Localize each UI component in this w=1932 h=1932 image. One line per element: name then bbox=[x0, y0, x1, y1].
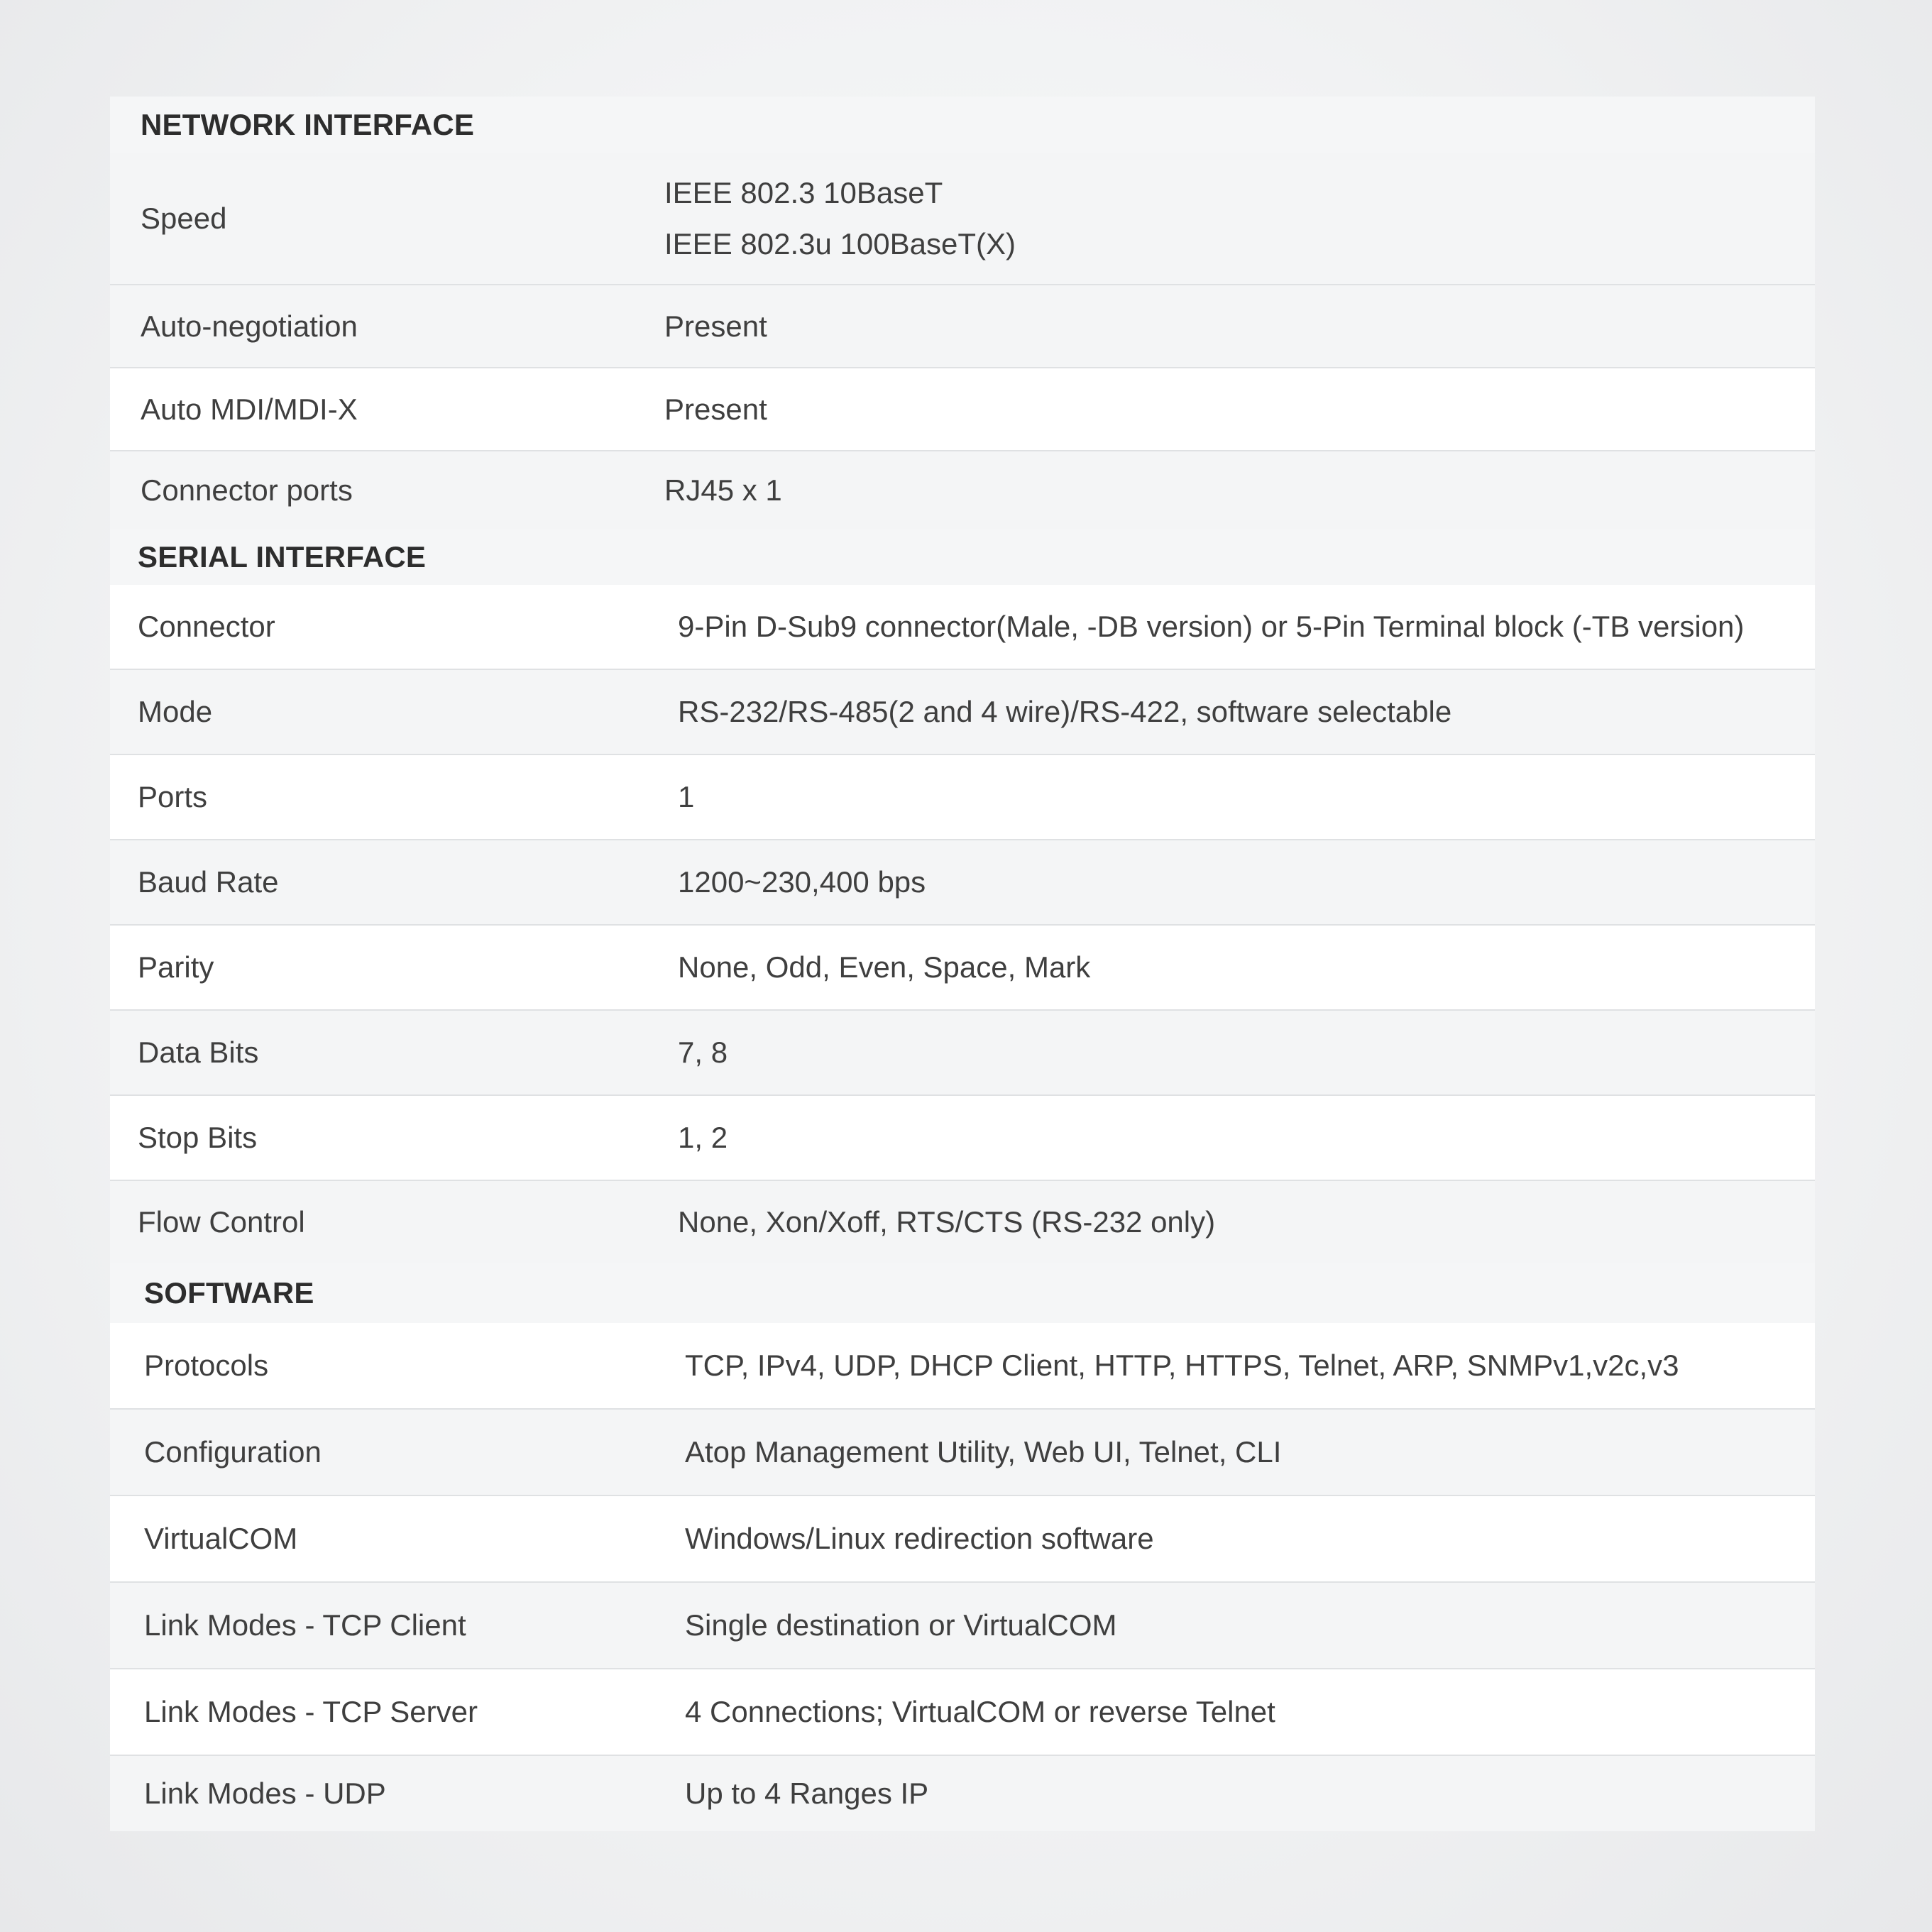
spec-label: Auto MDI/MDI-X bbox=[141, 392, 358, 426]
spec-value: Atop Management Utility, Web UI, Telnet, CLI bbox=[685, 1435, 1282, 1469]
spec-label: Ports bbox=[138, 780, 208, 813]
table-row bbox=[110, 1323, 1815, 1410]
table-row bbox=[110, 1181, 1815, 1263]
spec-value: 1 bbox=[678, 780, 695, 813]
spec-value: Present bbox=[664, 392, 767, 426]
spec-label: Speed bbox=[141, 202, 227, 235]
spec-value: RS-232/RS-485(2 and 4 wire)/RS-422, software selectable bbox=[678, 695, 1452, 728]
table-row bbox=[110, 670, 1815, 755]
table-row bbox=[110, 1669, 1815, 1756]
table-row bbox=[110, 926, 1815, 1011]
spec-label: Configuration bbox=[144, 1435, 322, 1469]
spec-value: 9-Pin D-Sub9 connector(Male, -DB version) or 5-Pin Terminal block (-TB version) bbox=[678, 610, 1745, 643]
table-row bbox=[110, 1410, 1815, 1496]
section-title: NETWORK INTERFACE bbox=[110, 97, 1815, 153]
spec-label: VirtualCOM bbox=[144, 1522, 298, 1555]
spec-label: Flow Control bbox=[138, 1205, 305, 1239]
table-row bbox=[110, 1583, 1815, 1669]
spec-value: RJ45 x 1 bbox=[664, 473, 782, 507]
spec-value: None, Xon/Xoff, RTS/CTS (RS-232 only) bbox=[678, 1205, 1216, 1239]
spec-value: Single destination or VirtualCOM bbox=[685, 1608, 1117, 1642]
spec-label: Baud Rate bbox=[138, 865, 279, 899]
spec-label: Link Modes - TCP Server bbox=[144, 1695, 478, 1728]
spec-label: Data Bits bbox=[138, 1036, 259, 1069]
spec-label: Connector ports bbox=[141, 473, 353, 507]
table-row bbox=[110, 840, 1815, 926]
spec-value: 1, 2 bbox=[678, 1121, 728, 1154]
section-title: SOFTWARE bbox=[110, 1263, 1815, 1323]
spec-value: Present bbox=[664, 309, 767, 343]
spec-value: TCP, IPv4, UDP, DHCP Client, HTTP, HTTPS, Telnet, ARP, SNMPv1,v2c,v3 bbox=[685, 1349, 1679, 1382]
spec-table bbox=[110, 97, 1815, 1831]
spec-label: Protocols bbox=[144, 1349, 269, 1382]
spec-label: Link Modes - UDP bbox=[144, 1777, 386, 1810]
table-row bbox=[110, 585, 1815, 670]
section-serial-interface bbox=[110, 529, 1815, 1263]
spec-value: 1200~230,400 bps bbox=[678, 865, 926, 899]
spec-label: Auto-negotiation bbox=[141, 309, 358, 343]
spec-value: 7, 8 bbox=[678, 1036, 728, 1069]
spec-value: Windows/Linux redirection software bbox=[685, 1522, 1154, 1555]
spec-label: Link Modes - TCP Client bbox=[144, 1608, 466, 1642]
section-title: SERIAL INTERFACE bbox=[110, 529, 1815, 585]
table-row bbox=[110, 285, 1815, 368]
spec-value: 4 Connections; VirtualCOM or reverse Telnet bbox=[685, 1695, 1275, 1728]
section-software bbox=[110, 1263, 1815, 1831]
table-row bbox=[110, 1756, 1815, 1831]
table-row bbox=[110, 451, 1815, 529]
table-row bbox=[110, 1496, 1815, 1583]
spec-label: Mode bbox=[138, 695, 213, 728]
spec-label: Stop Bits bbox=[138, 1121, 258, 1154]
table-row bbox=[110, 755, 1815, 840]
spec-label: Parity bbox=[138, 950, 214, 984]
spec-value: Up to 4 Ranges IP bbox=[685, 1777, 929, 1810]
spec-value-line: IEEE 802.3 10BaseT bbox=[664, 176, 943, 209]
spec-value bbox=[664, 168, 1016, 270]
table-row bbox=[110, 368, 1815, 451]
spec-value: None, Odd, Even, Space, Mark bbox=[678, 950, 1091, 984]
table-row bbox=[110, 153, 1815, 285]
spec-label: Connector bbox=[138, 610, 275, 643]
table-row bbox=[110, 1096, 1815, 1181]
table-row bbox=[110, 1011, 1815, 1096]
spec-value-line: IEEE 802.3u 100BaseT(X) bbox=[664, 227, 1016, 260]
section-network-interface bbox=[110, 97, 1815, 529]
